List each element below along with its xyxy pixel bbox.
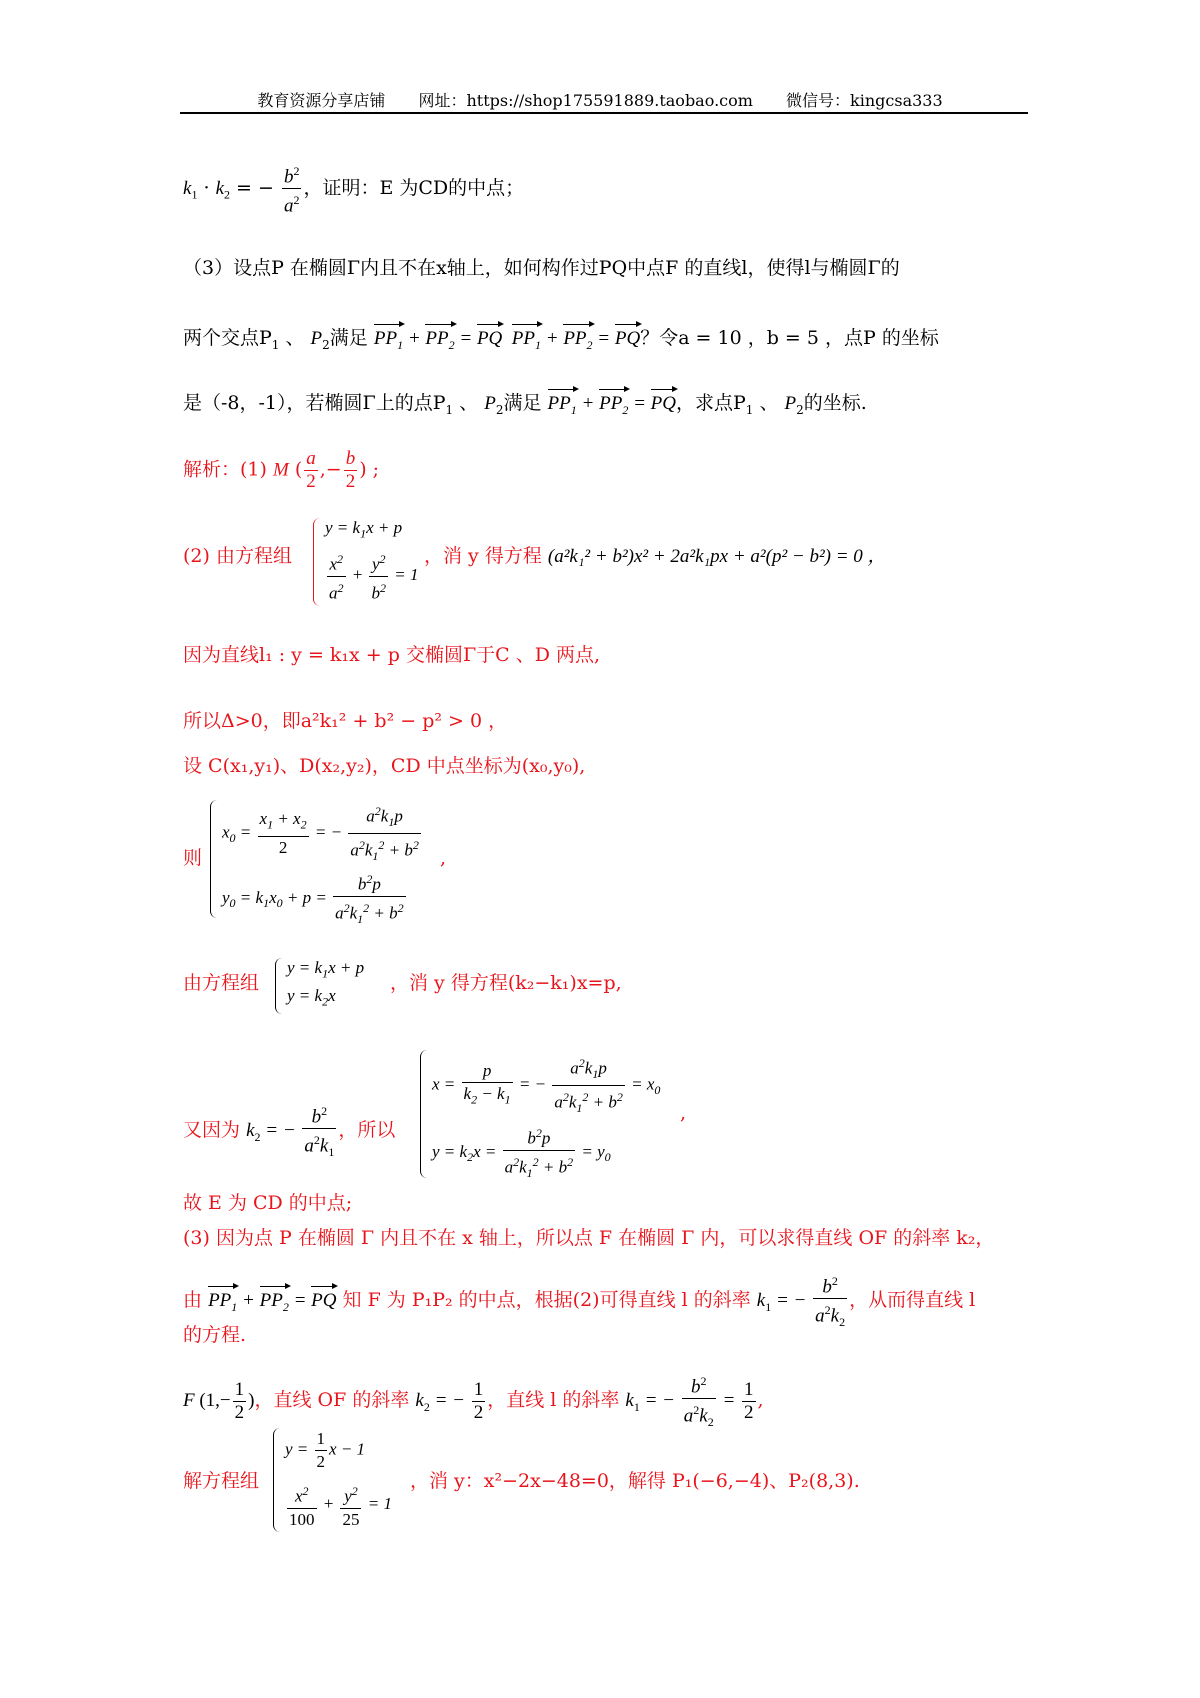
part3-line3: 的方程. <box>183 1324 247 1346</box>
part3-line3-b: 满足 <box>503 392 542 414</box>
f-line-b: ，直线 l 的斜率 <box>487 1389 620 1412</box>
delta-line: 所以Δ>0，即a²k₁² + b² − p² > 0 ， <box>183 710 508 732</box>
step2-brace <box>313 518 320 606</box>
solution-label: 解析：(1) <box>183 458 267 481</box>
solution-part1: 解析：(1) M ( $\frac{a}{2}$ ,− $\frac{b}{2}$ ) ; <box>183 448 380 492</box>
problem-line1: $k_1 \cdot k_2$ = − $\frac{b^2}{a^2}$ ，证明：E 为CD的中点； <box>183 160 524 218</box>
step-sys2-tail: ，消 y 得方程(k₂−k₁)x=p, <box>390 972 622 994</box>
solve-label: 解方程组 <box>183 1470 260 1492</box>
step2-label: (2) 由方程组 <box>183 545 292 567</box>
header-rule <box>180 112 1028 114</box>
also-brace <box>420 1050 427 1178</box>
header-shop: 教育资源分享店铺 <box>257 91 386 110</box>
conclude-line: 故 E 为 CD 的中点; <box>183 1192 353 1214</box>
problem-line1-tail: ，证明：E 为CD的中点； <box>303 176 525 199</box>
header-wechat: 微信号：kingcsa333 <box>786 91 943 110</box>
p3-line2-c: ，从而得直线 l <box>849 1289 976 1312</box>
part3-line2-b: 满足 <box>329 327 368 349</box>
page-header <box>0 88 1200 111</box>
problem-part3-intro: （3）设点P 在椭圆Γ内且不在x轴上，如何构作过PQ中点F 的直线l，使得l与椭圆Γ的 <box>183 257 900 279</box>
so-label: ，所以 <box>338 1119 396 1142</box>
p3-line2-b: 知 F 为 P₁P₂ 的中点，根据(2)可得直线 l 的斜率 <box>342 1289 751 1312</box>
part3-line2-c: ？令a = 10 ，b = 5 ，点P 的坐标 <box>640 327 939 349</box>
then-label: 则 <box>183 847 203 869</box>
solve-brace <box>273 1428 280 1532</box>
part3-line2-a: 两个交点P <box>183 327 272 349</box>
p3-line2-a: 由 <box>183 1289 203 1312</box>
header-website: 网址：https://shop175591889.taobao.com <box>418 91 753 110</box>
f-line: F (1,− $\frac{1}{2}$ )，直线 OF 的斜率 $k_2$ = − $\frac{1}{2}$ ，直线 l 的斜率 $k_1$ = − $\frac{b^2}{a^2k_2}$ = $\frac{1}{2}$ , <box>183 1370 764 1433</box>
part3-line1: (3) 因为点 P 在椭圆 Γ 内且不在 x 轴上，所以点 F 在椭圆 Γ 内，可以求得直线 OF 的斜率 k₂， <box>183 1227 995 1249</box>
then-comma: , <box>440 847 447 869</box>
problem-part3-line3: 是（-8，-1），若椭圆Γ上的点$P_1$ 、 $P_2$满足 $PP_1 + PP_2$ = PQ，求点$P_1$ 、 $P_2$的坐标. <box>183 387 867 423</box>
part3-line3-a: 是（-8，-1），若椭圆Γ上的点P <box>183 392 446 414</box>
then-brace <box>210 800 217 918</box>
problem-part3-line2: 两个交点$P_1$ 、 $P_2$满足 $PP_1 + PP_2$ = PQ $PP_1 + PP_2$ = PQ？令a = 10 ，b = 5 ，点P 的坐标 <box>183 322 939 358</box>
step-sys2-label: 由方程组 <box>183 972 260 994</box>
f-line-a: ，直线 OF 的斜率 <box>254 1389 410 1412</box>
step2-equation: (a²k₁² + b²)x² + 2a²k₁px + a²(p² − b²) = 0 ， <box>547 546 887 567</box>
line-intersect: 因为直线l₁ : y = k₁x + p 交椭圆Γ于C 、D 两点, <box>183 644 601 666</box>
solve-tail: ，消 y：x²−2x−48=0，解得 P₁(−6,−4)、P₂(8,3). <box>410 1470 860 1492</box>
also-line: 又因为 $k_2$ = − $\frac{b^2}{a^2k_1}$ ，所以 <box>183 1100 395 1163</box>
part3-line3-c: ，求点P <box>675 392 746 414</box>
part3-line3-d: 的坐标. <box>803 392 867 414</box>
step2-tail-text: ，消 y 得方程 <box>424 545 542 567</box>
part3-line2: 由 $PP_1 + PP_2$ = PQ 知 F 为 P₁P₂ 的中点，根据(2)可得直线 l 的斜率 $k_1$ = − $\frac{b^2}{a^2k_2}$ ，从而得直线 l <box>183 1270 975 1333</box>
set-points: 设 C(x₁,y₁)、D(x₂,y₂)，CD 中点坐标为(x₀,y₀), <box>183 755 586 777</box>
also-comma: , <box>680 1102 687 1124</box>
step2-tail <box>424 543 887 570</box>
sys2-brace <box>275 958 282 1014</box>
also-label: 又因为 <box>183 1119 241 1142</box>
